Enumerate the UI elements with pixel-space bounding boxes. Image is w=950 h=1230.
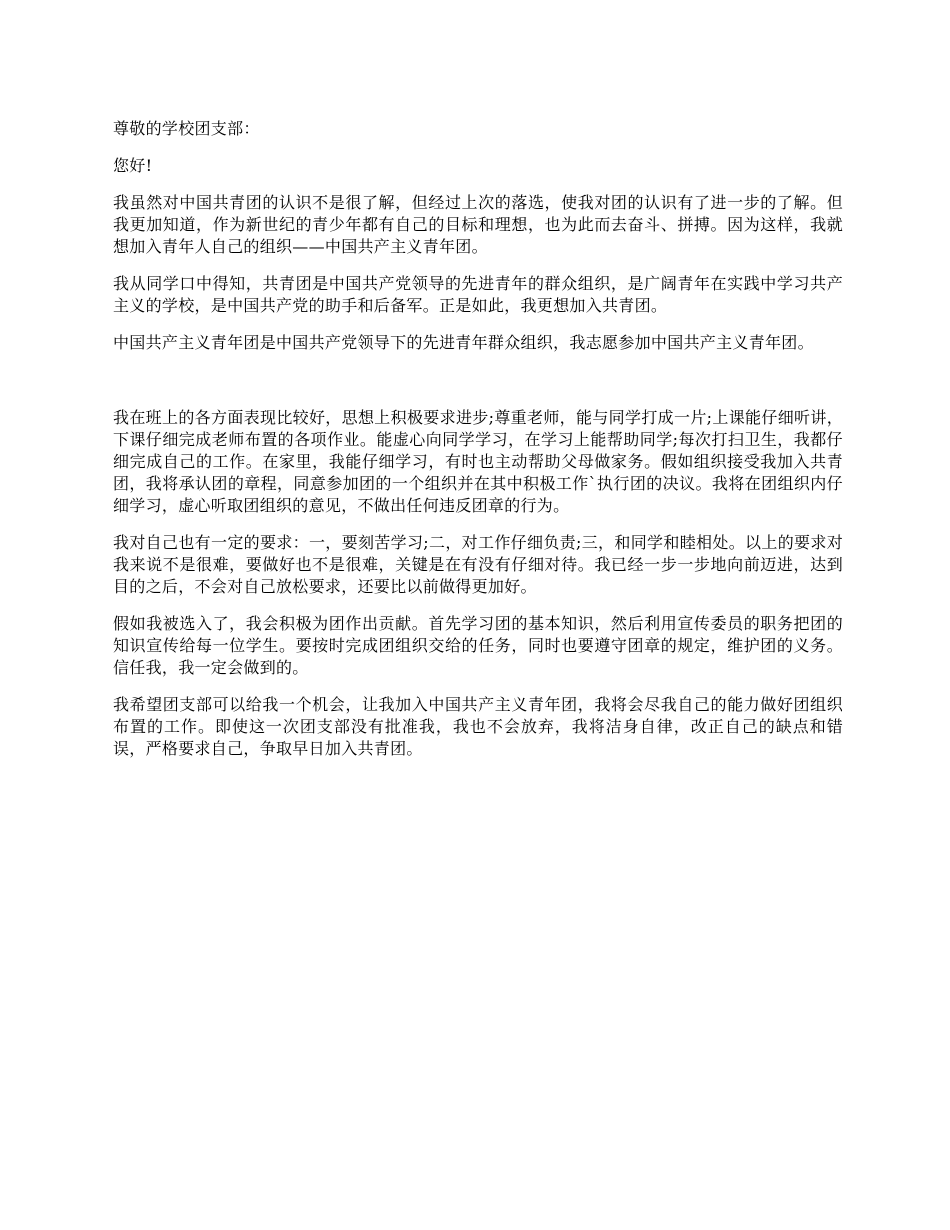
salutation: 尊敬的学校团支部：	[113, 119, 260, 138]
letter-document	[113, 118, 843, 775]
paragraph: 我虽然对中国共青团的认识不是很了解，但经过上次的落选，使我对团的认识有了进一步的了解。但我更加知道，作为新世纪的青少年都有自己的目标和理想，也为此而去奋斗、拼搏。因为这样，我就想加入青年人自己的组织——中国共产主义青年团。	[113, 193, 843, 256]
greeting: 您好!	[113, 156, 153, 175]
paragraph: 我希望团支部可以给我一个机会，让我加入中国共产主义青年团，我将会尽我自己的能力做好团组织布置的工作。即使这一次团支部没有批准我，我也不会放弃，我将洁身自律，改正自己的缺点和错误，严格要求自己，争取早日加入共青团。	[113, 695, 843, 758]
paragraph: 假如我被选入了，我会积极为团作出贡献。首先学习团的基本知识，然后利用宣传委员的职务把团的知识宣传给每一位学生。要按时完成团组织交给的任务，同时也要遵守团章的规定，维护团的义务。信任我，我一定会做到的。	[113, 614, 843, 677]
paragraph: 我从同学口中得知，共青团是中国共产党领导的先进青年的群众组织，是广阔青年在实践中学习共产主义的学校，是中国共产党的助手和后备军。正是如此，我更想加入共青团。	[113, 274, 843, 315]
blank-spacer	[113, 369, 843, 407]
paragraph: 我在班上的各方面表现比较好，思想上积极要求进步;尊重老师，能与同学打成一片;上课能仔细听讲，下课仔细完成老师布置的各项作业。能虚心向同学学习，在学习上能帮助同学;每次打扫卫生，我都仔细完成自己的工作。在家里，我能仔细学习，有时也主动帮助父母做家务。假如组织接受我加入共青团，我将承认团的章程，同意参加团的一个组织并在其中积极工作`执行团的决议。我将在团组织内仔细学习，虚心听取团组织的意见，不做出任何违反团章的行为。	[113, 408, 843, 515]
paragraph: 我对自己也有一定的要求：一，要刻苦学习;二，对工作仔细负责;三，和同学和睦相处。以上的要求对我来说不是很难，要做好也不是很难，关键是在有没有仔细对待。我已经一步一步地向前迈进，达到目的之后，不会对自己放松要求，还要比以前做得更加好。	[113, 533, 843, 596]
paragraph: 中国共产主义青年团是中国共产党领导下的先进青年群众组织，我志愿参加中国共产主义青年团。	[113, 333, 814, 352]
